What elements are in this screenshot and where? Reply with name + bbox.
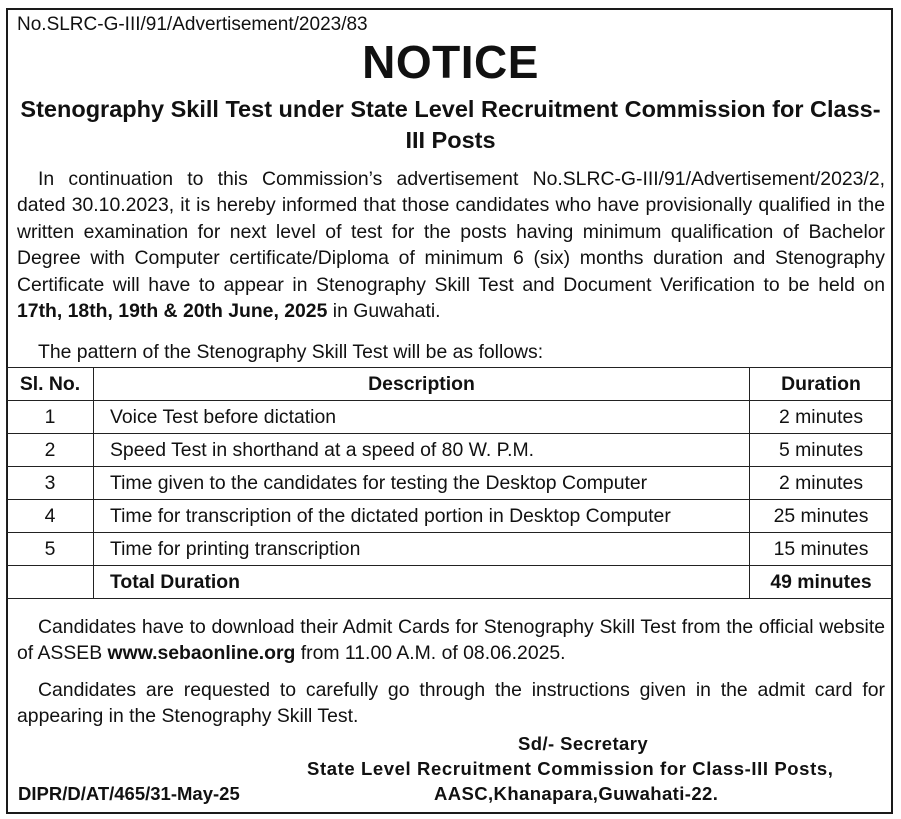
row-duration: 25 minutes (750, 500, 893, 533)
row-description: Time given to the candidates for testing the Desktop Computer (94, 467, 750, 500)
header-duration: Duration (750, 368, 893, 401)
table-row (7, 500, 893, 533)
row-sl-no: 4 (7, 500, 94, 533)
table-row (7, 401, 893, 434)
table-row (7, 434, 893, 467)
admit-text-end: from 11.00 A.M. of 08.06.2025. (295, 642, 566, 665)
pattern-paragraph (17, 339, 885, 365)
intro-paragraph (17, 166, 885, 324)
header-sl-no: Sl. No. (7, 368, 94, 401)
total-duration-label: Total Duration (94, 566, 750, 599)
row-duration: 5 minutes (750, 434, 893, 467)
row-duration: 2 minutes (750, 401, 893, 434)
row-description: Time for transcription of the dictated portion in Desktop Computer (94, 500, 750, 533)
row-duration: 2 minutes (750, 467, 893, 500)
table-total-row (7, 566, 893, 599)
header-description: Description (94, 368, 750, 401)
table-row (7, 533, 893, 566)
instructions-paragraph (17, 677, 885, 730)
total-empty-cell (7, 566, 94, 599)
notice-title: NOTICE (362, 36, 539, 88)
row-description: Time for printing transcription (94, 533, 750, 566)
notice-subtitle: Stenography Skill Test under State Level Recruitment Commission for Class-III Posts (20, 96, 881, 153)
website-link[interactable]: www.sebaonline.org (107, 642, 296, 665)
instructions-text: Candidates are requested to carefully go through the instructions given in the admit card for appearing in the Stenography Skill Test. (17, 679, 885, 728)
row-duration: 15 minutes (750, 533, 893, 566)
row-description: Voice Test before dictation (94, 401, 750, 434)
intro-text-end: in Guwahati. (327, 300, 441, 323)
row-sl-no: 1 (7, 401, 94, 434)
skill-test-table (6, 367, 893, 599)
reference-number: No.SLRC-G-III/91/Advertisement/2023/83 (17, 14, 368, 35)
intro-text: In continuation to this Commission’s advertisement No.SLRC-G-III/91/Advertisement/2023/2, dated 30.10.2023, it is hereby informed that those candidates who have provisionally qualified in the written examination for next level of test for the posts having minimum qualification of Bachelor Degree with Computer certificate/Diploma of minimum 6 (six) months duration and Stenography Certificate will have to appear in Stenography Skill Test and Document Verification to be held on (17, 168, 885, 296)
total-duration-value: 49 minutes (750, 566, 893, 599)
row-sl-no: 5 (7, 533, 94, 566)
table-row (7, 467, 893, 500)
admit-text: Candidates have to download their Admit Cards for Stenography Skill Test from the official website of ASSEB (17, 616, 885, 665)
signature-line: Sd/- Secretary (518, 733, 649, 754)
dipr-number: DIPR/D/AT/465/31-May-25 (18, 783, 240, 804)
row-sl-no: 3 (7, 467, 94, 500)
row-description: Speed Test in shorthand at a speed of 80 W. P.M. (94, 434, 750, 467)
organization-name: State Level Recruitment Commission for Class-III Posts, (307, 758, 834, 779)
pattern-text: The pattern of the Stenography Skill Test will be as follows: (38, 341, 544, 363)
admit-card-paragraph (17, 614, 885, 667)
test-dates: 17th, 18th, 19th & 20th June, 2025 (17, 300, 328, 323)
organization-address: AASC,Khanapara,Guwahati-22. (434, 783, 719, 804)
table-header-row (7, 368, 893, 401)
row-sl-no: 2 (7, 434, 94, 467)
